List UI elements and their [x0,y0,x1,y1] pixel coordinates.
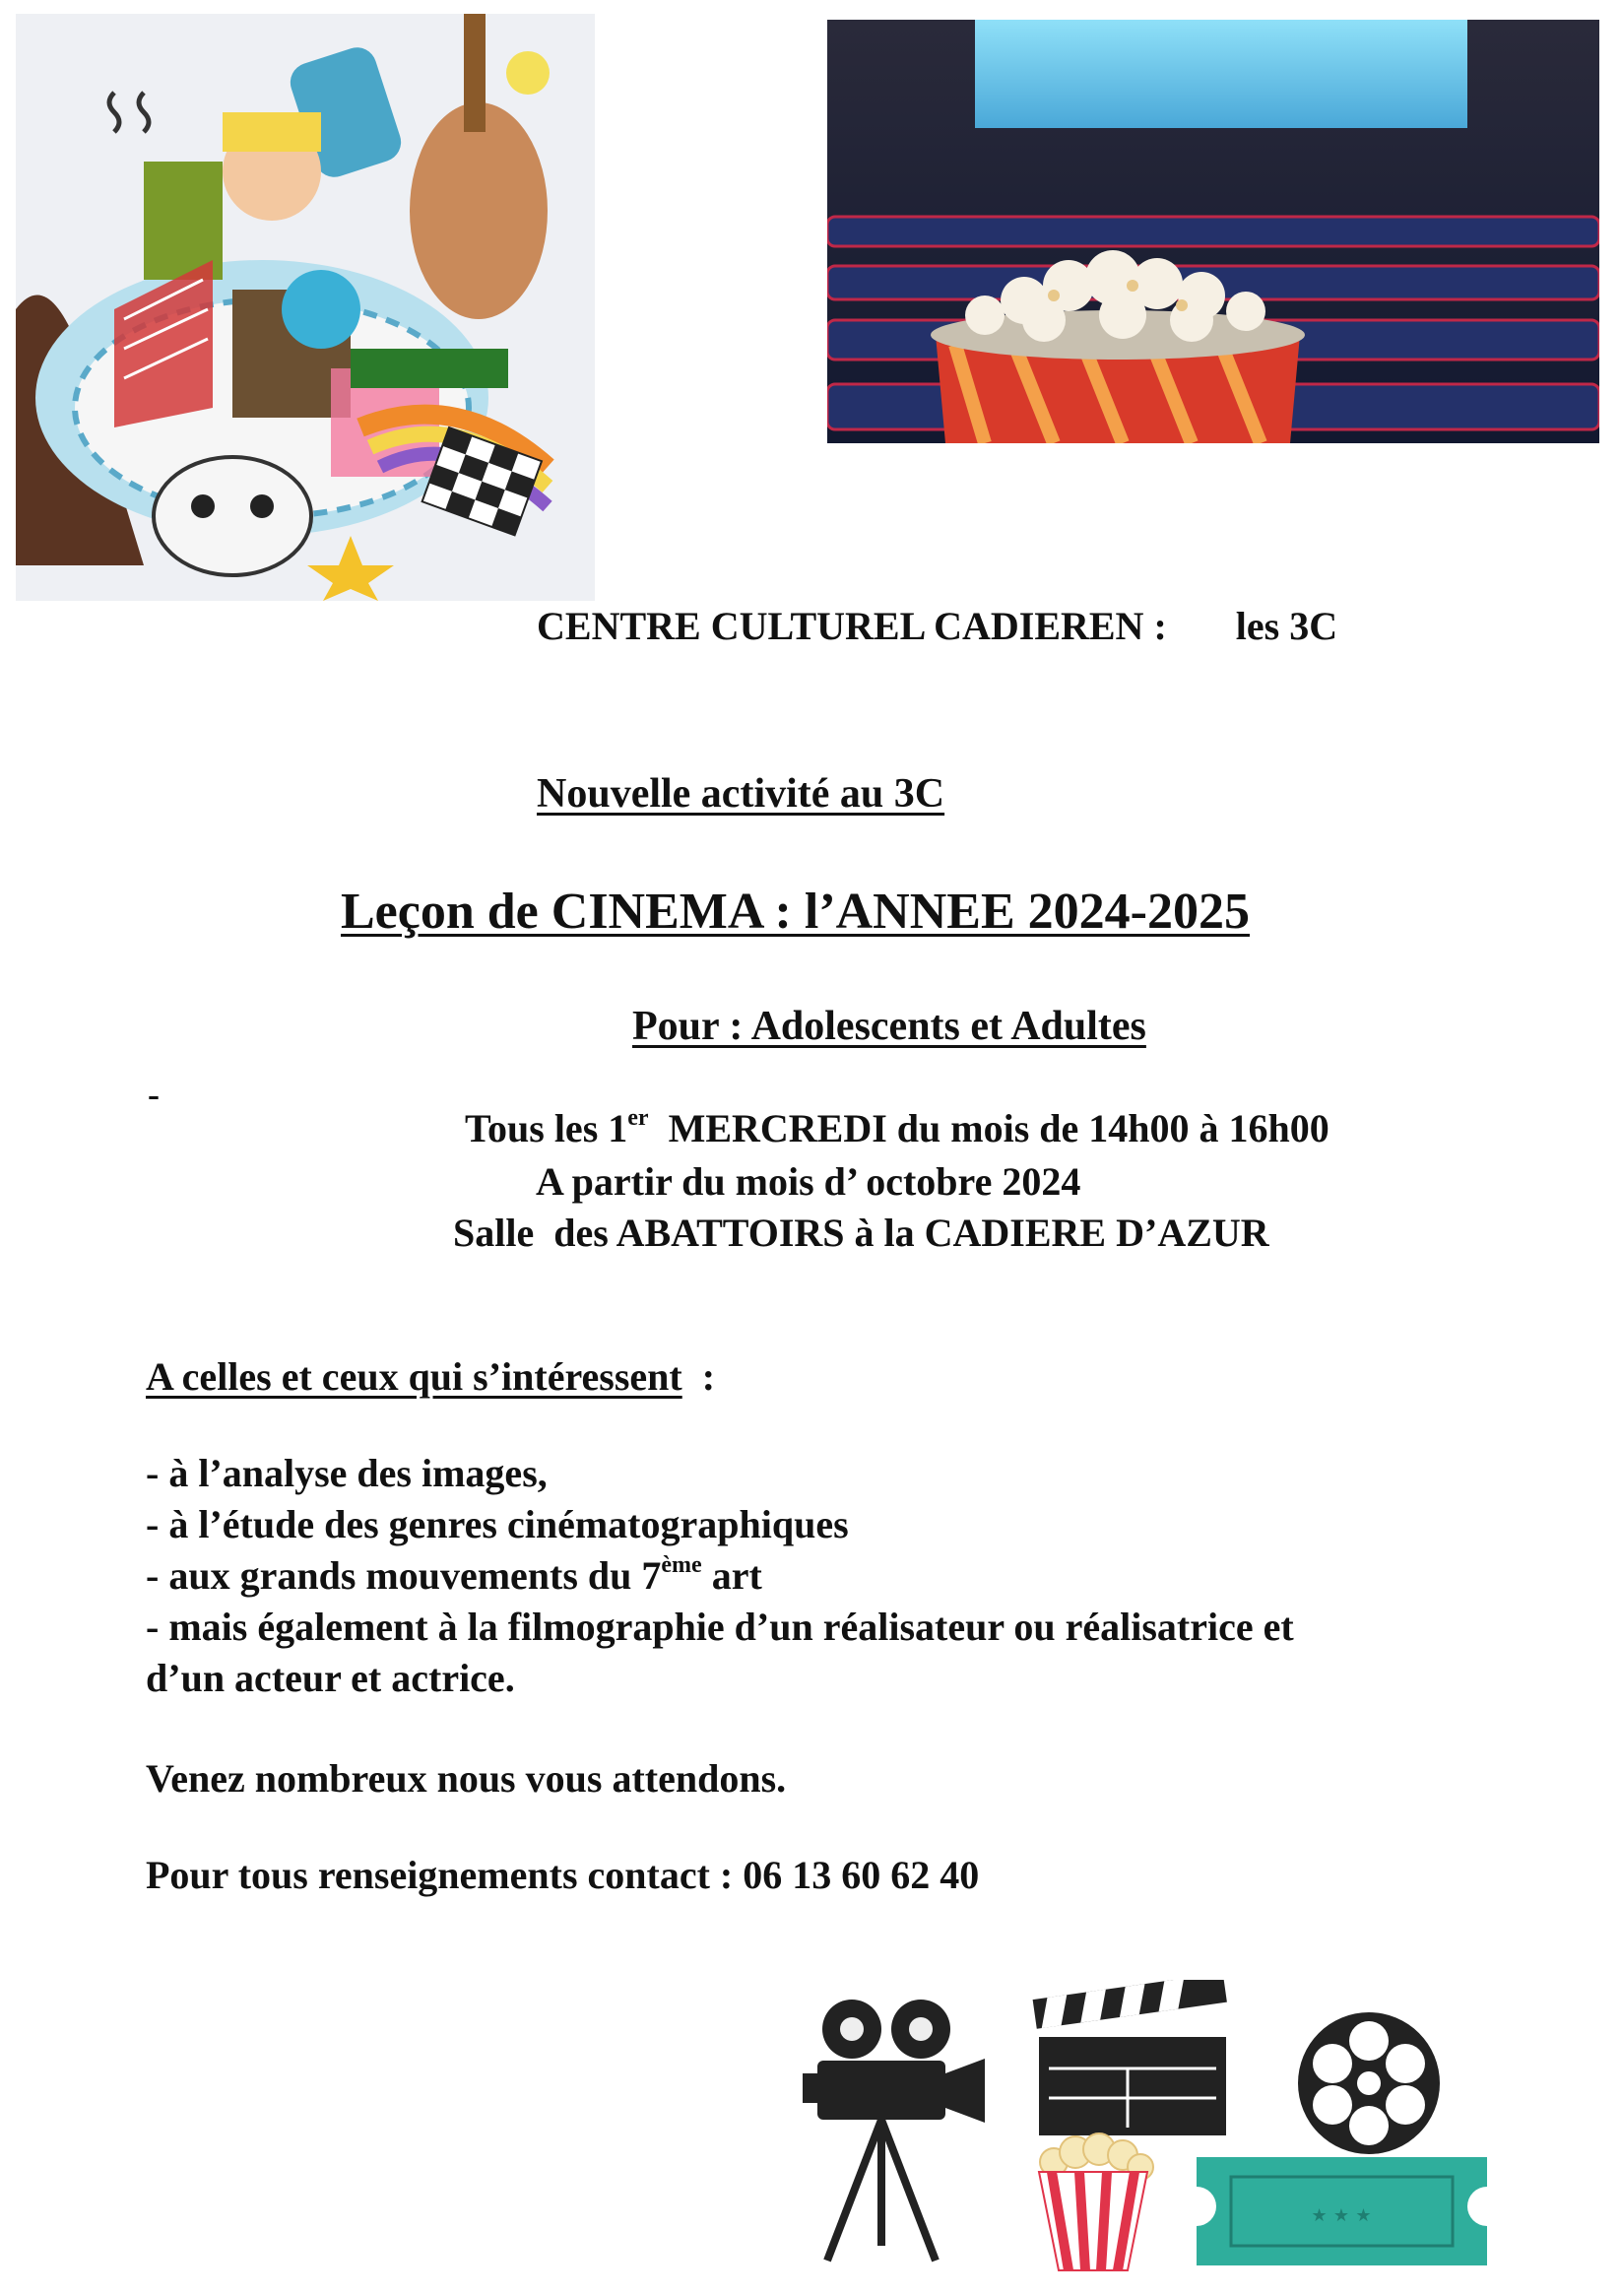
event-audience: Pour : Adolescents et Adultes [632,1004,1146,1049]
organization-name: CENTRE CULTUREL CADIEREN : [537,604,1167,648]
interests-colon: : [681,1354,716,1399]
organization-short-name: les 3C [1235,604,1338,648]
clapperboard-icon [1033,1980,1227,2135]
schedule-line-2: A partir du mois d’ octobre 2024 [536,1159,1081,1204]
interest-item-text: - aux grands mouvements du 7 [146,1553,662,1598]
interest-item: - à l’analyse des images, [146,1451,548,1495]
film-reel-icon [1298,2012,1440,2154]
closing-line: Venez nombreux nous vous attendons. [146,1756,787,1801]
cinema-popcorn-photo [827,20,1599,443]
contact-line: Pour tous renseignements contact : 06 13 60 62 40 [146,1853,980,1897]
interests-heading: A celles et ceux qui s’intéressent [146,1354,682,1399]
interest-item-sup: ème [661,1552,702,1579]
header-line [537,603,1337,649]
schedule-suffix: MERCREDI du mois de 14h00 à 16h00 [648,1106,1329,1150]
interests-heading-line [146,1353,715,1400]
doodle-illustration [16,14,595,601]
schedule-prefix: Tous les 1 [465,1106,628,1150]
event-subtitle: Nouvelle activité au 3C [537,771,945,817]
schedule-line-3: Salle des ABATTOIRS à la CADIERE D’AZUR [453,1211,1269,1255]
stray-dash: - [148,1075,160,1114]
interest-item [146,1552,762,1599]
interest-item: - à l’étude des genres cinématographiques [146,1502,849,1546]
schedule-ordinal: er [627,1105,649,1132]
interest-item: - mais également à la filmographie d’un réalisateur ou réalisatrice et [146,1605,1294,1649]
svg-text:★ ★ ★: ★ ★ ★ [1311,2205,1372,2226]
film-camera-icon [803,2000,985,2261]
interest-item-suffix: art [701,1553,762,1598]
cinema-icons [788,1980,1497,2275]
ticket-icon [1197,2157,1487,2265]
event-title: Leçon de CINEMA : l’ANNEE 2024-2025 [341,884,1250,940]
schedule-line-1 [465,1105,1329,1151]
interest-item: d’un acteur et actrice. [146,1656,515,1700]
popcorn-icon [1039,2133,1153,2270]
